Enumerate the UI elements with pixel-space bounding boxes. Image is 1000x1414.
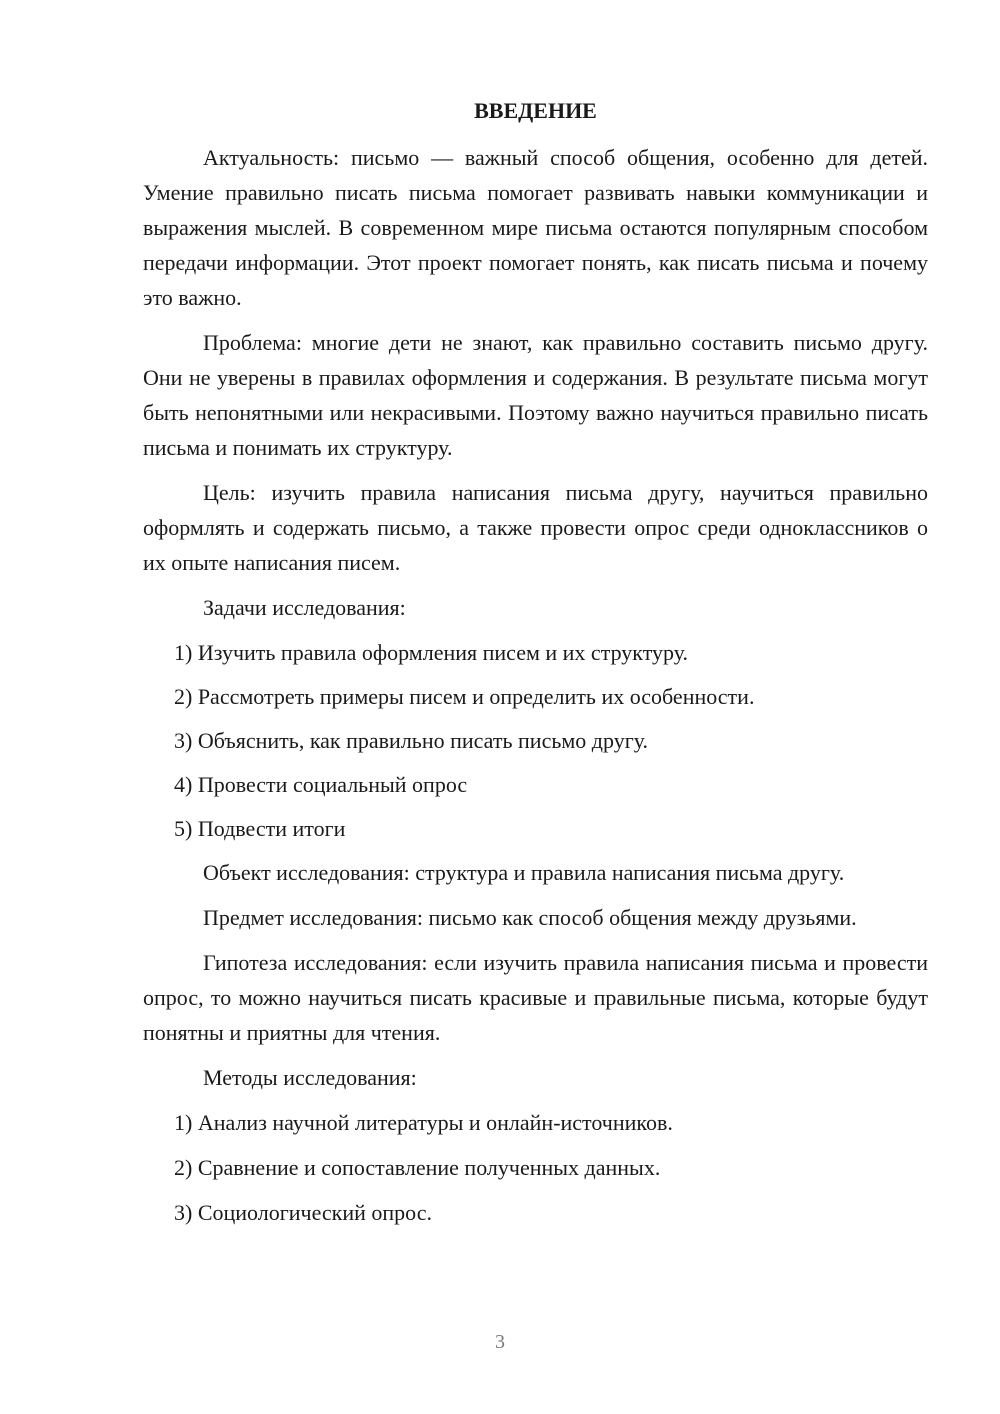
task-item-5: 5) Подвести итоги	[174, 816, 346, 841]
page-number: 3	[495, 1331, 505, 1353]
method-item-3: 3) Социологический опрос.	[174, 1200, 432, 1225]
task-item-3: 3) Объяснить, как правильно писать письмо другу.	[174, 728, 649, 753]
task-item-4: 4) Провести социальный опрос	[174, 772, 468, 797]
subject-paragraph: Предмет исследования: письмо как способ общения между друзьями.	[203, 905, 857, 930]
method-item-1: 1) Анализ научной литературы и онлайн-источников.	[174, 1110, 673, 1135]
goal-paragraph: Цель: изучить правила написания письма другу, научиться правильно оформлять и содержать письмо, а также провести опрос среди одноклассников о их опыте написания писем.	[143, 480, 928, 575]
methods-list	[143, 1105, 928, 1230]
methods-heading: Методы исследования:	[203, 1065, 417, 1090]
task-item-2: 2) Рассмотреть примеры писем и определить их особенности.	[174, 684, 755, 709]
page-content	[143, 93, 928, 1240]
object-paragraph: Объект исследования: структура и правила написания письма другу.	[203, 860, 845, 885]
problem-paragraph: Проблема: многие дети не знают, как правильно составить письмо другу. Они не уверены в правилах оформления и содержания. В результате письма могут быть непонятными или некрасивыми. Поэтому важно научиться правильно писать письма и понимать их структуру.	[143, 330, 928, 460]
method-item-2: 2) Сравнение и сопоставление полученных данных.	[174, 1155, 661, 1180]
section-title: ВВЕДЕНИЕ	[474, 98, 597, 123]
tasks-heading: Задачи исследования:	[203, 595, 406, 620]
relevance-paragraph: Актуальность: письмо — важный способ общения, особенно для детей. Умение правильно писать письма помогает развивать навыки коммуникации и выражения мыслей. В современном мире письма остаются популярным способом передачи информации. Этот проект помогает понять, как писать письма и почему это важно.	[143, 145, 928, 310]
hypothesis-paragraph: Гипотеза исследования: если изучить правила написания письма и провести опрос, то можно научиться писать красивые и правильные письма, которые будут понятны и приятны для чтения.	[143, 950, 928, 1045]
task-item-1: 1) Изучить правила оформления писем и их структуру.	[174, 640, 689, 665]
tasks-list	[143, 635, 928, 846]
